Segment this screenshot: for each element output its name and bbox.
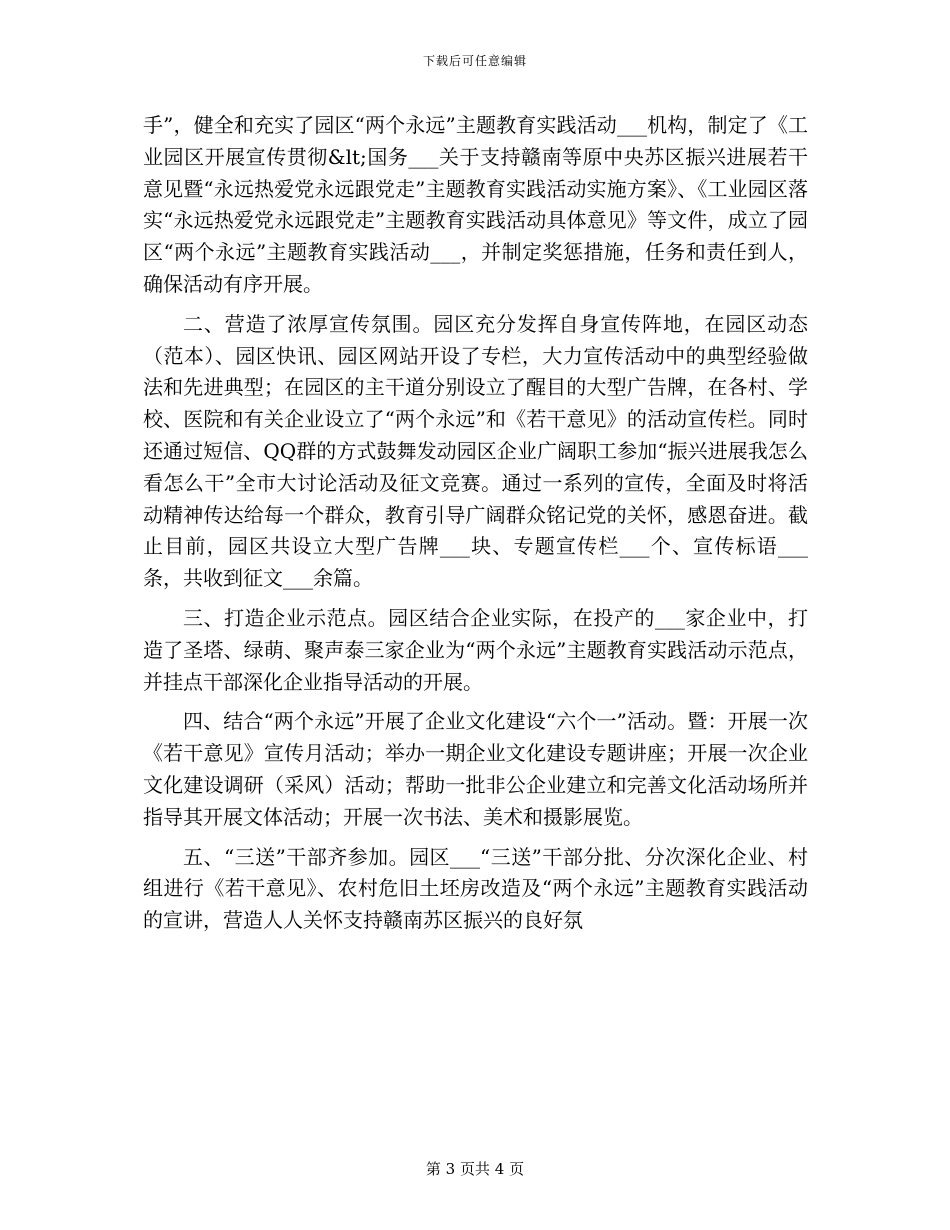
document-body xyxy=(143,110,808,945)
paragraph-section-4: 四、结合“两个永远”开展了企业文化建设“六个一”活动。暨：开展一次《若干意见》宣传月活动；举办一期企业文化建设专题讲座；开展一次企业文化建设调研（采风）活动；帮助一批非公企业建立和完善文化活动场所并指导其开展文体活动；开展一次书法、美术和摄影展览。 xyxy=(143,709,808,829)
paragraph-section-3: 三、打造企业示范点。园区结合企业实际，在投产的___家企业中，打造了圣塔、绿萌、聚声泰三家企业为“两个永远”主题教育实践活动示范点，并挂点干部深化企业指导活动的开展。 xyxy=(143,605,808,694)
paragraph-section-5: 五、“三送”干部齐参加。园区___“三送”干部分批、分次深化企业、村组进行《若干意见》、农村危旧土坯房改造及“两个永远”主题教育实践活动的宣讲，营造人人关怀支持赣南苏区振兴的良好氛 xyxy=(143,844,808,933)
page-header: 下载后可任意编辑 xyxy=(422,54,527,68)
page-number: 第 3 页共 4 页 xyxy=(425,1160,525,1178)
paragraph-section-2: 二、营造了浓厚宣传氛围。园区充分发挥自身宣传阵地，在园区动态（范本）、园区快讯、园区网站开设了专栏，大力宣传活动中的典型经验做法和先进典型；在园区的主干道分别设立了醒目的大型广告牌，在各村、学校、医院和有关企业设立了“两个永远”和《若干意见》的活动宣传栏。同时还通过短信、QQ群的方式鼓舞发动园区企业广阔职工参加“振兴进展我怎么看怎么干”全市大讨论活动及征文竞赛。通过一系列的宣传，全面及时将活动精神传达给每一个群众，教育引导广阔群众铭记党的关怀，感恩奋进。截止目前，园区共设立大型广告牌___块、专题宣传栏___个、宣传标语___条，共收到征文___余篇。 xyxy=(143,311,808,591)
paragraph-continuation: 手”，健全和充实了园区“两个永远”主题教育实践活动___机构，制定了《工业园区开展宣传贯彻&lt;国务___关于支持赣南等原中央苏区振兴进展若干意见暨“永远热爱党永远跟党走”主题教育实践活动实施方案》、《工业园区落实“永远热爱党永远跟党走”主题教育实践活动具体意见》等文件，成立了园区“两个永远”主题教育实践活动___，并制定奖惩措施，任务和责任到人，确保活动有序开展。 xyxy=(143,113,808,296)
